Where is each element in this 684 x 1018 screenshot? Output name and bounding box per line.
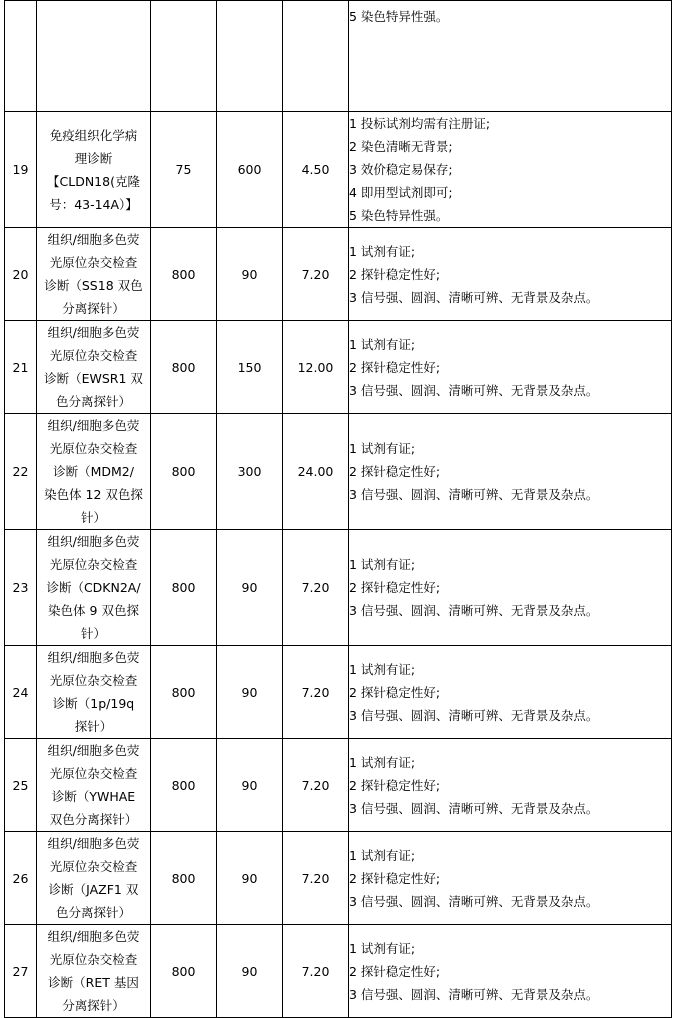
table-row (5, 646, 672, 739)
item-name-line: 理诊断 (74, 150, 113, 166)
row-number-cell: 19 (5, 112, 37, 228)
item-name-line: 组织/细胞多色荧 (47, 836, 140, 851)
item-name-line: 色分离探针） (55, 394, 131, 409)
item-name-line: 【CLDN18(克隆 (47, 173, 140, 189)
item-name-line: 光原位杂交检查 (49, 766, 138, 781)
table-body (5, 1, 672, 1018)
item-name-line: 光原位杂交检查 (49, 441, 138, 456)
item-name-cell (37, 925, 151, 1018)
item-name-line: 诊断（CDKN2A/ (46, 580, 141, 595)
item-name-line: 针） (80, 510, 106, 525)
total-cell (283, 1, 349, 112)
total-cell: 4.50 (283, 112, 349, 228)
qty-cell: 800 (151, 646, 217, 739)
requirement-line: 2 探针稳定性好; (349, 777, 441, 793)
requirement-line: 3 信号强、圆润、清晰可辨、无背景及杂点。 (349, 382, 599, 398)
requirement-line: 3 信号强、圆润、清晰可辨、无背景及杂点。 (349, 707, 599, 723)
qty-cell: 800 (151, 925, 217, 1018)
total-cell: 7.20 (283, 646, 349, 739)
requirement-line: 2 探针稳定性好; (349, 870, 441, 886)
item-name-line: 光原位杂交检查 (49, 952, 138, 967)
item-name-line: 组织/细胞多色荧 (47, 650, 140, 665)
item-name-line: 免疫组织化学病 (49, 127, 138, 143)
price-cell (217, 1, 283, 112)
table-row (5, 414, 672, 530)
qty-cell: 800 (151, 530, 217, 646)
item-name-line: 分离探针） (62, 998, 125, 1013)
requirements-cell (349, 1, 672, 112)
item-name-line: 诊断（MDM2/ (53, 464, 134, 479)
requirement-line: 3 信号强、圆润、清晰可辨、无背景及杂点。 (349, 986, 599, 1002)
item-name-line: 诊断（RET 基因 (48, 975, 139, 990)
requirement-line: 3 信号强、圆润、清晰可辨、无背景及杂点。 (349, 893, 599, 909)
qty-cell: 75 (151, 112, 217, 228)
price-cell: 90 (217, 832, 283, 925)
item-name-line: 诊断（YWHAE (51, 789, 136, 804)
requirement-line: 1 试剂有证; (349, 243, 416, 259)
requirement-line: 1 试剂有证; (349, 940, 416, 956)
price-cell: 90 (217, 228, 283, 321)
item-name-line: 光原位杂交检查 (49, 859, 138, 874)
qty-cell: 800 (151, 739, 217, 832)
row-number-cell: 25 (5, 739, 37, 832)
item-name-cell (37, 646, 151, 739)
qty-cell (151, 1, 217, 112)
requirement-line: 1 试剂有证; (349, 336, 416, 352)
item-name-line: 光原位杂交检查 (49, 348, 138, 363)
price-cell: 90 (217, 646, 283, 739)
item-name-line: 探针） (74, 719, 113, 734)
total-cell: 7.20 (283, 832, 349, 925)
requirements-cell (349, 228, 672, 321)
item-name-line: 色分离探针） (55, 905, 131, 920)
requirement-line: 5 染色特异性强。 (349, 9, 449, 24)
total-cell: 7.20 (283, 228, 349, 321)
item-name-line: 诊断（SS18 双色 (44, 278, 143, 293)
item-name-cell (37, 112, 151, 228)
item-name-cell (37, 1, 151, 112)
row-number-cell: 26 (5, 832, 37, 925)
total-cell: 7.20 (283, 530, 349, 646)
requirements-cell (349, 739, 672, 832)
price-cell: 90 (217, 925, 283, 1018)
item-name-cell (37, 530, 151, 646)
table-row (5, 530, 672, 646)
requirement-line: 3 信号强、圆润、清晰可辨、无背景及杂点。 (349, 800, 599, 816)
item-name-line: 针） (80, 626, 106, 641)
item-name-line: 分离探针） (62, 301, 125, 316)
item-name-line: 诊断（JAZF1 双 (48, 882, 139, 897)
requirement-line: 2 探针稳定性好; (349, 684, 441, 700)
item-name-line: 组织/细胞多色荧 (47, 418, 140, 433)
item-name-line: 诊断（EWSR1 双 (44, 371, 143, 386)
table-row (5, 321, 672, 414)
row-number-cell: 24 (5, 646, 37, 739)
item-name-line: 光原位杂交检查 (49, 255, 138, 270)
item-name-cell (37, 321, 151, 414)
requirement-line: 2 探针稳定性好; (349, 963, 441, 979)
requirement-line: 1 试剂有证; (349, 661, 416, 677)
item-name-line: 号：43-14A）】 (49, 196, 138, 212)
row-number-cell: 27 (5, 925, 37, 1018)
requirement-line: 1 试剂有证; (349, 754, 416, 770)
table-row (5, 925, 672, 1018)
requirement-line: 2 探针稳定性好; (349, 359, 441, 375)
requirement-line: 1 投标试剂均需有注册证; (349, 116, 491, 131)
price-cell: 150 (217, 321, 283, 414)
requirement-line: 3 效价稳定易保存; (349, 162, 453, 177)
total-cell: 7.20 (283, 925, 349, 1018)
requirements-cell (349, 414, 672, 530)
item-name-line: 组织/细胞多色荧 (47, 929, 140, 944)
table-row (5, 228, 672, 321)
price-cell: 90 (217, 530, 283, 646)
table-row (5, 739, 672, 832)
item-name-cell (37, 832, 151, 925)
row-number-cell: 20 (5, 228, 37, 321)
item-name-line: 组织/细胞多色荧 (47, 743, 140, 758)
price-cell: 300 (217, 414, 283, 530)
item-name-line: 染色体 9 双色探 (48, 603, 139, 618)
qty-cell: 800 (151, 832, 217, 925)
item-name-line: 组织/细胞多色荧 (47, 534, 140, 549)
requirement-line: 2 染色清晰无背景; (349, 139, 453, 154)
requirements-cell (349, 925, 672, 1018)
item-name-line: 组织/细胞多色荧 (47, 325, 140, 340)
requirement-line: 1 试剂有证; (349, 557, 416, 572)
qty-cell: 800 (151, 321, 217, 414)
item-name-line: 诊断（1p/19q (52, 696, 135, 711)
reagent-requirements-table (4, 0, 672, 1018)
requirement-line: 2 探针稳定性好; (349, 580, 441, 595)
row-number-cell: 22 (5, 414, 37, 530)
requirements-cell (349, 832, 672, 925)
requirement-line: 3 信号强、圆润、清晰可辨、无背景及杂点。 (349, 289, 599, 305)
requirement-line: 4 即用型试剂即可; (349, 185, 453, 200)
item-name-cell (37, 414, 151, 530)
requirement-line: 3 信号强、圆润、清晰可辨、无背景及杂点。 (349, 487, 599, 502)
table-row (5, 1, 672, 112)
requirement-line: 2 探针稳定性好; (349, 464, 441, 479)
requirement-line: 2 探针稳定性好; (349, 266, 441, 282)
row-number-cell (5, 1, 37, 112)
price-cell: 90 (217, 739, 283, 832)
item-name-cell (37, 739, 151, 832)
requirement-line: 3 信号强、圆润、清晰可辨、无背景及杂点。 (349, 603, 599, 618)
item-name-line: 光原位杂交检查 (49, 557, 138, 572)
row-number-cell: 21 (5, 321, 37, 414)
total-cell: 12.00 (283, 321, 349, 414)
requirement-line: 1 试剂有证; (349, 441, 416, 456)
requirements-cell (349, 321, 672, 414)
requirement-line: 1 试剂有证; (349, 847, 416, 863)
item-name-line: 双色分离探针） (49, 812, 138, 827)
qty-cell: 800 (151, 228, 217, 321)
item-name-cell (37, 228, 151, 321)
row-number-cell: 23 (5, 530, 37, 646)
qty-cell: 800 (151, 414, 217, 530)
requirement-line: 5 染色特异性强。 (349, 208, 449, 223)
total-cell: 7.20 (283, 739, 349, 832)
requirements-cell (349, 530, 672, 646)
requirements-cell (349, 646, 672, 739)
requirements-cell (349, 112, 672, 228)
table-row (5, 832, 672, 925)
total-cell: 24.00 (283, 414, 349, 530)
item-name-line: 光原位杂交检查 (49, 673, 138, 688)
price-cell: 600 (217, 112, 283, 228)
item-name-line: 组织/细胞多色荧 (47, 232, 140, 247)
item-name-line: 染色体 12 双色探 (44, 487, 143, 502)
table-row (5, 112, 672, 228)
